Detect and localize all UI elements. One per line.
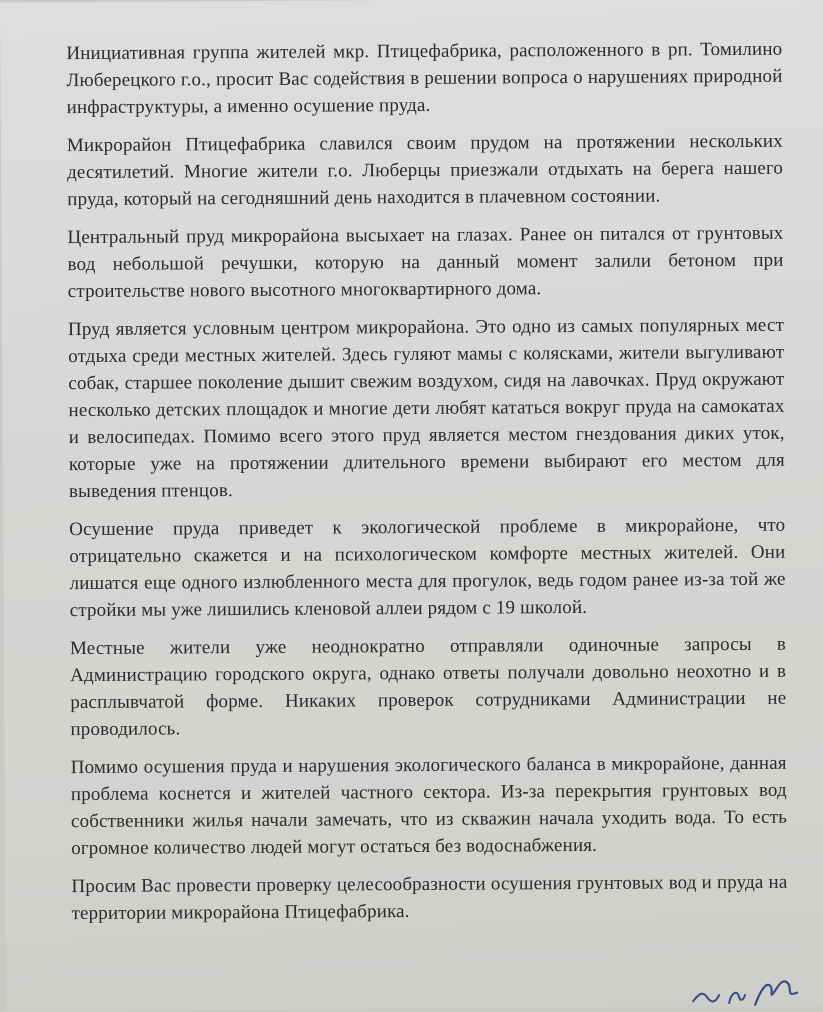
document-body bbox=[66, 36, 787, 938]
handwritten-signature-icon bbox=[685, 967, 805, 1008]
paragraph-center: Пруд является условным центром микрорайона. Это одно из самых популярных мест отдыха среди местных жителей. Здесь гуляют мамы с колясками, жители выгуливают собак, старшее поколение дышит свежим воздухом, сидя на лавочках. Пруд окружают несколько детских площадок и многие дети любят кататься вокруг пруда на самокатах и велосипедах. Помимо всего этого пруд является местом гнездования диких уток, которые уже на протяжении длительного времени выбирают его местом для выведения птенцов. bbox=[67, 314, 785, 503]
paragraph-intro: Инициативная группа жителей мкр. Птицефабрика, расположенного в рп. Томилино Люберецкого г.о., просит Вас содействия в решении вопроса о нарушениях природной инфраструктуры, а именно осушение пруда. bbox=[66, 38, 783, 119]
paragraph-ecology: Осушение пруда приведет к экологической проблеме в микрорайоне, что отрицательно скажется и на психологическом комфорте местных жителей. Они лишатся еще одного излюбленного места для прогулок, ведь годом ранее из-за той же стройки мы уже лишились кленовой аллеи рядом с 19 школой. bbox=[69, 514, 786, 622]
paragraph-private-sector: Помимо осушения пруда и нарушения экологического баланса в микрорайоне, данная проблема коснется и жителей частного сектора. Из-за перекрытия грунтовых вод собственники жилья начали замечать, что из скважин начала уходить вода. То есть огромное количество людей могут остаться без водоснабжения. bbox=[70, 752, 788, 860]
paragraph-drying: Центральный пруд микрорайона высыхает на глазах. Ранее он питался от грунтовых вод небольшой речушки, которую на данный момент залили бетоном при строительстве нового высотного многоквартирного дома. bbox=[67, 222, 784, 303]
paragraph-request: Просим Вас провести проверку целесообразности осушения грунтовых вод и пруда на территории микрорайона Птицефабрика. bbox=[71, 871, 788, 925]
paragraph-administration: Местные жители уже неоднократно отправляли одиночные запросы в Администрацию городского округа, однако ответы получали довольно неохотно и в расплывчатой форме. Никаких проверок сотрудниками Администрации не проводилось. bbox=[69, 633, 787, 741]
paragraph-history: Микрорайон Птицефабрика славился своим прудом на протяжении нескольких десятилетий. Многие жители г.о. Люберцы приезжали отдыхать на берега нашего пруда, который на сегодняшний день находится в плачевном состоянии. bbox=[66, 130, 784, 211]
